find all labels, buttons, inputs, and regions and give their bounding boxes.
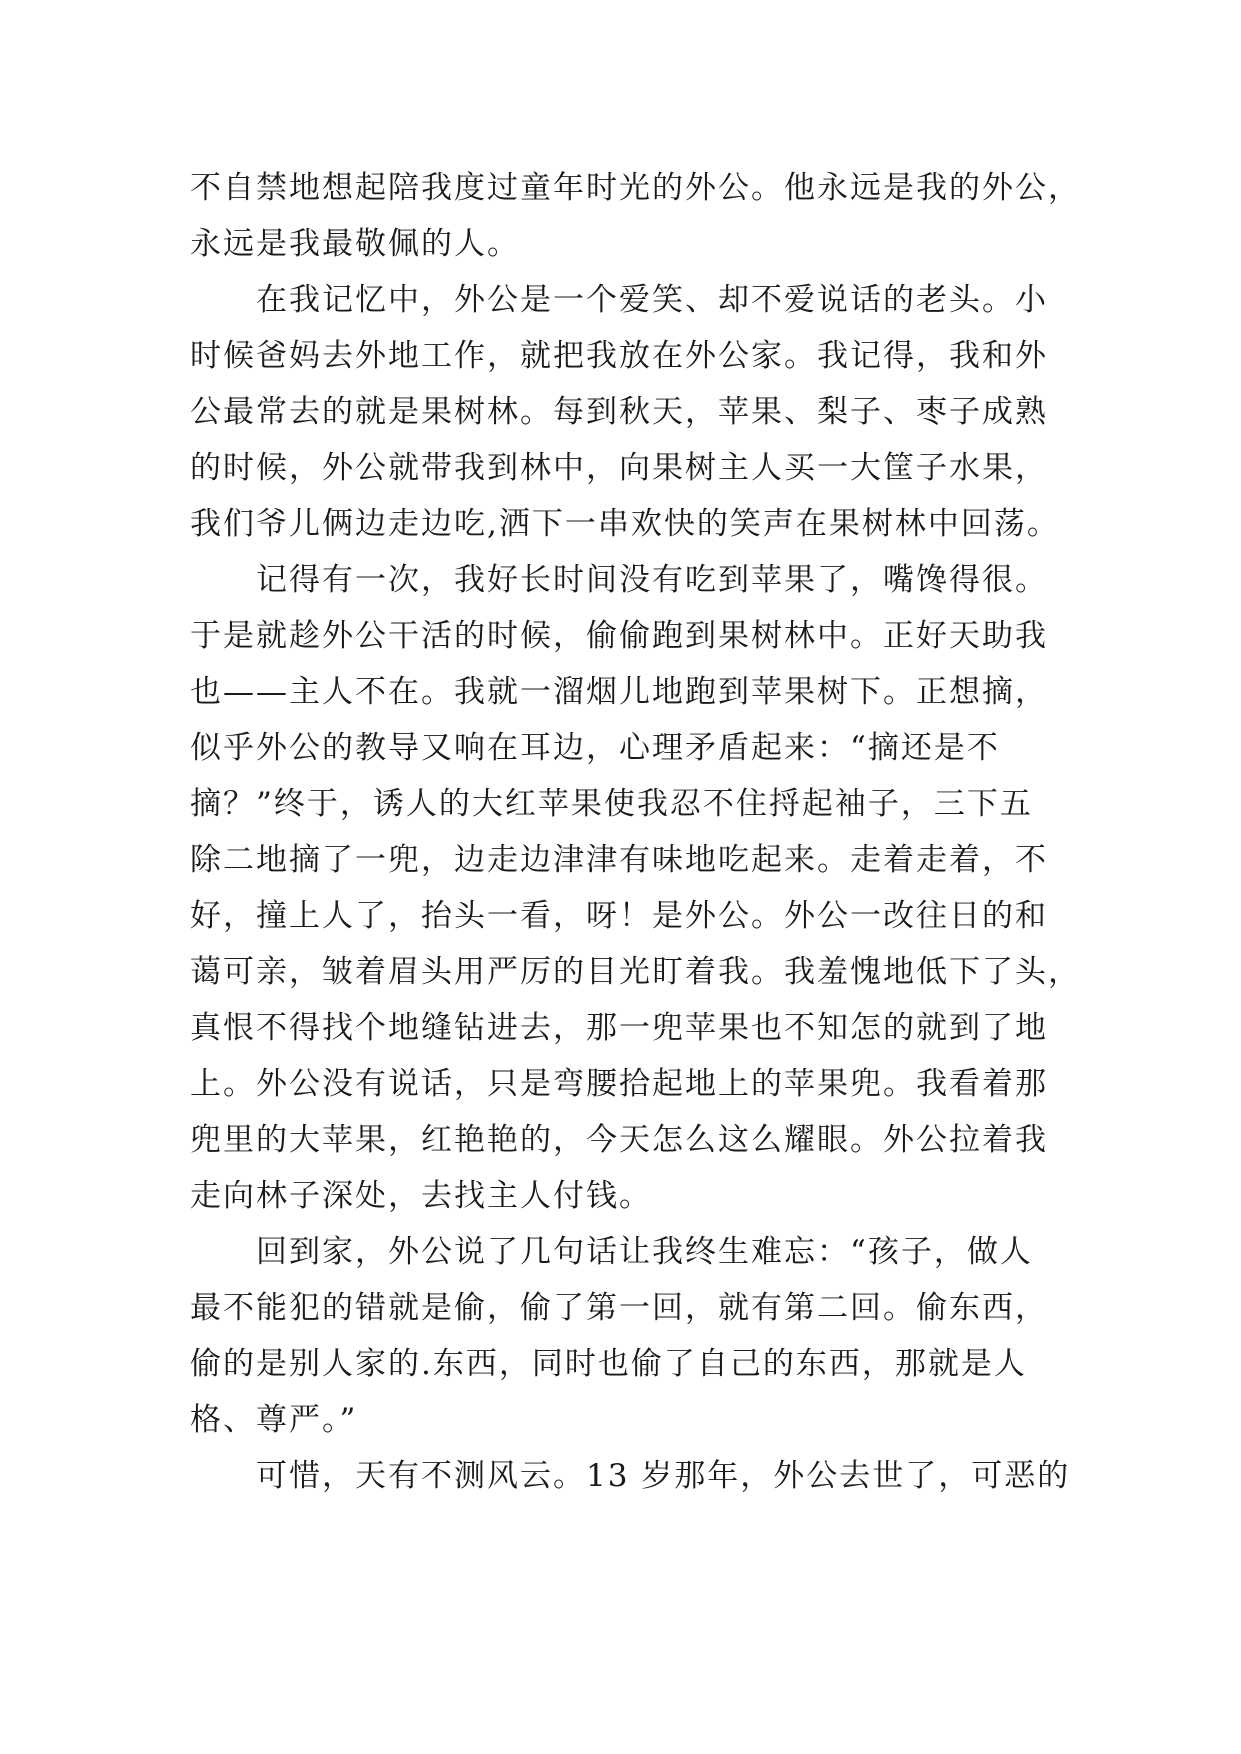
text-line: 永远是我最敬佩的人。 [190, 226, 520, 262]
body-text [190, 160, 1090, 1504]
text-line: 于是就趁外公干活的时候，偷偷跑到果树林中。正好天助我 [190, 618, 1048, 654]
text-line: 好，撞上人了，抬头一看，呀！是外公。外公一改往日的和 [190, 898, 1048, 934]
text-line: 的时候，外公就带我到林中，向果树主人买一大筐子水果， [190, 450, 1048, 486]
text-line: 走向林子深处，去找主人付钱。 [190, 1178, 652, 1214]
text-line: 兜里的大苹果，红艳艳的，今天怎么这么耀眼。外公拉着我 [190, 1122, 1048, 1158]
text-line: 回到家，外公说了几句话让我终生难忘：“孩子，做人 [256, 1234, 1033, 1270]
text-line: 偷的是别人家的.东西，同时也偷了自己的东西，那就是人 [190, 1346, 1027, 1382]
text-line: 不自禁地想起陪我度过童年时光的外公。他永远是我的外公， [190, 170, 1081, 206]
text-line: 我们爷儿俩边走边吃,洒下一串欢快的笑声在果树林中回荡。 [190, 506, 1060, 542]
text-line: 似乎外公的教导又响在耳边，心理矛盾起来：“摘还是不 [190, 730, 1000, 766]
text-line: 最不能犯的错就是偷，偷了第一回，就有第二回。偷东西， [190, 1290, 1048, 1326]
text-line: 可惜，天有不测风云。13 岁那年，外公去世了，可恶的 [256, 1458, 1071, 1494]
text-line: 格、尊严。” [190, 1402, 358, 1438]
text-line: 在我记忆中，外公是一个爱笑、却不爱说话的老头。小 [256, 282, 1048, 318]
text-line: 摘？”终于，诱人的大红苹果使我忍不住捋起袖子，三下五 [190, 786, 1033, 822]
text-line: 蔼可亲，皱着眉头用严厉的目光盯着我。我羞愧地低下了头， [190, 954, 1081, 990]
text-line: 真恨不得找个地缝钻进去，那一兜苹果也不知怎的就到了地 [190, 1010, 1048, 1046]
text-line: 除二地摘了一兜，边走边津津有味地吃起来。走着走着，不 [190, 842, 1048, 878]
text-line: 也——主人不在。我就一溜烟儿地跑到苹果树下。正想摘， [190, 674, 1048, 710]
text-line: 上。外公没有说话，只是弯腰拾起地上的苹果兜。我看着那 [190, 1066, 1048, 1102]
text-line: 公最常去的就是果树林。每到秋天，苹果、梨子、枣子成熟 [190, 394, 1048, 430]
text-line: 时候爸妈去外地工作，就把我放在外公家。我记得，我和外 [190, 338, 1048, 374]
text-line: 记得有一次，我好长时间没有吃到苹果了，嘴馋得很。 [256, 562, 1048, 598]
